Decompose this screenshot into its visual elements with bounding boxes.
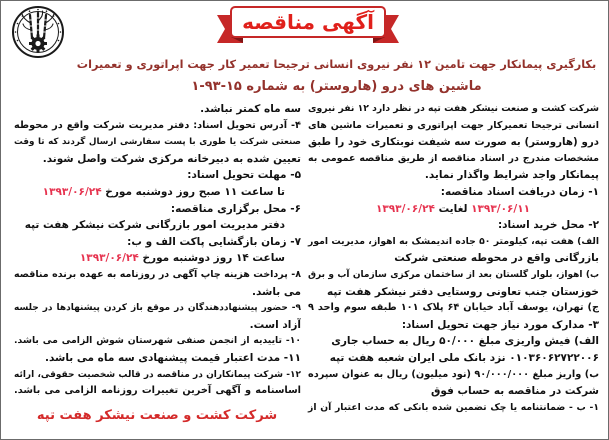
address-b-line-1: [307, 267, 599, 284]
item-9-line-1-text: ۹- حضور پیشنهاددهندگان در موقع باز کردن پیشنهادها در جلسه: [14, 303, 301, 314]
submission-deadline: [13, 184, 301, 201]
address-a-line-1: [307, 234, 599, 251]
company-logo: [11, 5, 65, 59]
item-12-line-2: [13, 383, 301, 400]
item-3-title-text: ۳- مدارک مورد نیاز جهت تحویل اسناد:: [401, 318, 599, 331]
item-6-title: [13, 201, 301, 218]
item-5-title: [13, 167, 301, 184]
start-date: ۱۳۹۳/۰۶/۱۱: [471, 202, 531, 215]
requirement-a-line-1: [307, 333, 599, 350]
item-4-line-3: [13, 151, 301, 168]
item-4-line-2: [13, 134, 301, 151]
guarantee-line-2: [13, 101, 301, 118]
heading-line-2-text: ماشین های درو (هاروستر) به شماره ۱۵-۹۳-۱: [191, 79, 482, 94]
guarantee-line-1-text: ۱- ب - ضمانتنامه یا چک تضمین شده بانکی که مدت اعتبار آن از: [308, 401, 599, 413]
item-12-line-1-text: ۱۲- شرکت پیمانکاران در مناقصه در قالب شخصیت حقوقی، ارائه: [14, 369, 301, 380]
address-a-line-2-text: بازرگانی واقع در محوطه صنعتی شرکت: [394, 252, 599, 265]
tender-venue-text: دفتر مدیریت امور بازرگانی شرکت نیشکر هفت تپه: [24, 219, 285, 232]
item-9-line-2: [13, 317, 301, 334]
intro-line-4: [307, 151, 599, 168]
item-8-line-2: [13, 284, 301, 301]
guarantee-line-1: [307, 400, 599, 417]
address-c-line-text: ج) تهران، یوسف آباد خیابان ۶۴ پلاک ۱۰۱ طبقه سوم واحد ۹: [308, 302, 599, 314]
heading-line-2: [73, 76, 600, 98]
item-4-line-1: [13, 118, 301, 135]
item-3-title: [307, 317, 599, 334]
requirement-b-line-2: [307, 383, 599, 400]
intro-line-3: [307, 134, 599, 151]
opening-time-text: ساعت ۱۴ روز دوشنبه مورخ: [142, 252, 285, 265]
address-b-line-2: [307, 284, 599, 301]
intro-line-1-text: شرکت کشت و صنعت نیشکر هفت تپه در نظر دارد ۱۲ نفر نیروی: [308, 103, 599, 114]
tender-venue: [13, 217, 301, 234]
item-9-line-1: [13, 300, 301, 317]
requirement-a-line-1-text: الف) فیش واریزی مبلغ ۵۰/۰۰۰ ریال به حساب جاری: [331, 335, 599, 348]
address-b-line-2-text: خوزستان جنب تعاونی روستایی دفتر نیشکر هفت تپه: [326, 285, 599, 298]
address-b-line-1-text: ب) اهواز، بلوار گلستان بعد از ساختمان مرکزی سازمان آب و برق: [308, 269, 599, 280]
left-column: [13, 101, 301, 435]
submission-deadline-date: ۱۳۹۳/۰۶/۲۴: [42, 185, 102, 198]
date-range-separator: لغایت: [438, 202, 468, 215]
document-receipt-dates: [307, 201, 599, 218]
item-8-line-1: [13, 267, 301, 284]
requirement-b-line-1-text: ب) واریز مبلغ ۹۰/۰۰۰/۰۰۰ (نود میلیون) ریال به عنوان سپرده: [307, 368, 599, 380]
intro-line-1: [307, 101, 599, 118]
ad-title: آگهی مناقصه: [242, 10, 374, 34]
intro-line-3-text: درو (هاروستر) به صورت سه شیفت نوبتکاری خود را طبق: [308, 136, 599, 149]
company-signature: شرکت کشت و صنعت نیشکر هفت تپه: [36, 407, 278, 423]
item-9-line-2-text: آزاد است.: [249, 318, 301, 331]
item-1-title-text: ۱- زمان دریافت اسناد مناقصه:: [440, 185, 599, 198]
item-1-title: [307, 184, 599, 201]
heading-line-1-text: بکارگیری پیمانکار جهت تامین ۱۲ نفر نیروی انسانی ترجیحا تعمیر کار جهت اپراتوری و تعمیرات: [76, 58, 597, 71]
end-date: ۱۳۹۳/۰۶/۲۴: [375, 202, 435, 215]
guarantee-line-2-text: سه ماه کمتر نباشد.: [200, 103, 301, 115]
item-7-title-text: ۷- زمان بازگشایی پاکت الف و ب:: [127, 235, 301, 248]
item-2-title-text: ۲- محل خرید اسناد:: [497, 219, 599, 232]
intro-line-5: [307, 167, 599, 184]
account-number-line: [307, 350, 599, 367]
item-4-line-2-text: صنعتی شرکت یا طوری با پست سفارشی ارسال گردند که تا وقت: [14, 137, 301, 148]
item-5-title-text: ۵- مهلت تحویل اسناد:: [187, 169, 301, 182]
submission-deadline-text: تا ساعت ۱۱ صبح روز دوشنبه مورخ: [105, 185, 285, 198]
item-7-title: [13, 234, 301, 251]
requirement-b-line-1: [307, 367, 599, 384]
right-column: [307, 101, 599, 435]
item-12-line-1: [13, 367, 301, 384]
address-c-line: [307, 300, 599, 317]
requirement-b-line-2-text: شرکت در مناقصه به حساب فوق: [430, 385, 599, 398]
tender-heading: [73, 54, 600, 98]
intro-line-2: [307, 118, 599, 135]
item-10-line-text: ۱۰- تاییدیه از انجمن صنفی شهرستان شوش الزامی می باشد.: [14, 335, 301, 347]
item-12-line-2-text: اساسنامه و آگهی آخرین تغییرات روزنامه الزامی می باشد.: [14, 385, 301, 397]
item-8-line-1-text: ۸- پرداخت هزینه چاپ آگهی در روزنامه به عهده برنده مناقصه: [14, 268, 301, 280]
item-2-title: [307, 217, 599, 234]
intro-line-2-text: انسانی ترجیحا تعمیرکار جهت اپراتوری و تعمیرات ماشین های: [308, 119, 599, 131]
item-11-line: [13, 350, 301, 367]
opening-time-date: ۱۳۹۳/۰۶/۲۴: [79, 252, 139, 265]
item-11-line-text: ۱۱- مدت اعتبار قیمت پیشنهادی سه ماه می باشد.: [44, 351, 301, 364]
item-4-line-1-text: ۴- آدرس تحویل اسناد: دفتر مدیریت شرکت واقع در محوطه: [14, 119, 301, 131]
address-a-line-1-text: الف) هفت تپه، کیلومتر ۵۰ جاده اندیمشک به اهواز، مدیریت امور: [308, 235, 599, 247]
account-number-line-text: ۰۱۰۳۶۰۶۲۷۲۲۰۰۶ نزد بانک ملی ایران شعبه هفت تپه: [329, 351, 599, 364]
item-10-line: [13, 333, 301, 350]
item-6-title-text: ۶- محل برگزاری مناقصه:: [170, 202, 301, 215]
intro-line-4-text: مشخصات مندرج در اسناد مناقصه از طریق مناقصه عمومی به: [308, 152, 599, 164]
intro-line-5-text: پیمانکار واجد شرایط واگذار نماید.: [424, 169, 599, 182]
heading-line-1: [73, 54, 600, 76]
opening-time: [13, 250, 301, 267]
address-a-line-2: [307, 250, 599, 267]
item-4-line-3-text: تعیین شده به دبیرخانه مرکزی شرکت واصل شوند.: [42, 152, 301, 165]
item-8-line-2-text: می باشد.: [251, 285, 301, 298]
title-ribbon: [213, 3, 403, 47]
